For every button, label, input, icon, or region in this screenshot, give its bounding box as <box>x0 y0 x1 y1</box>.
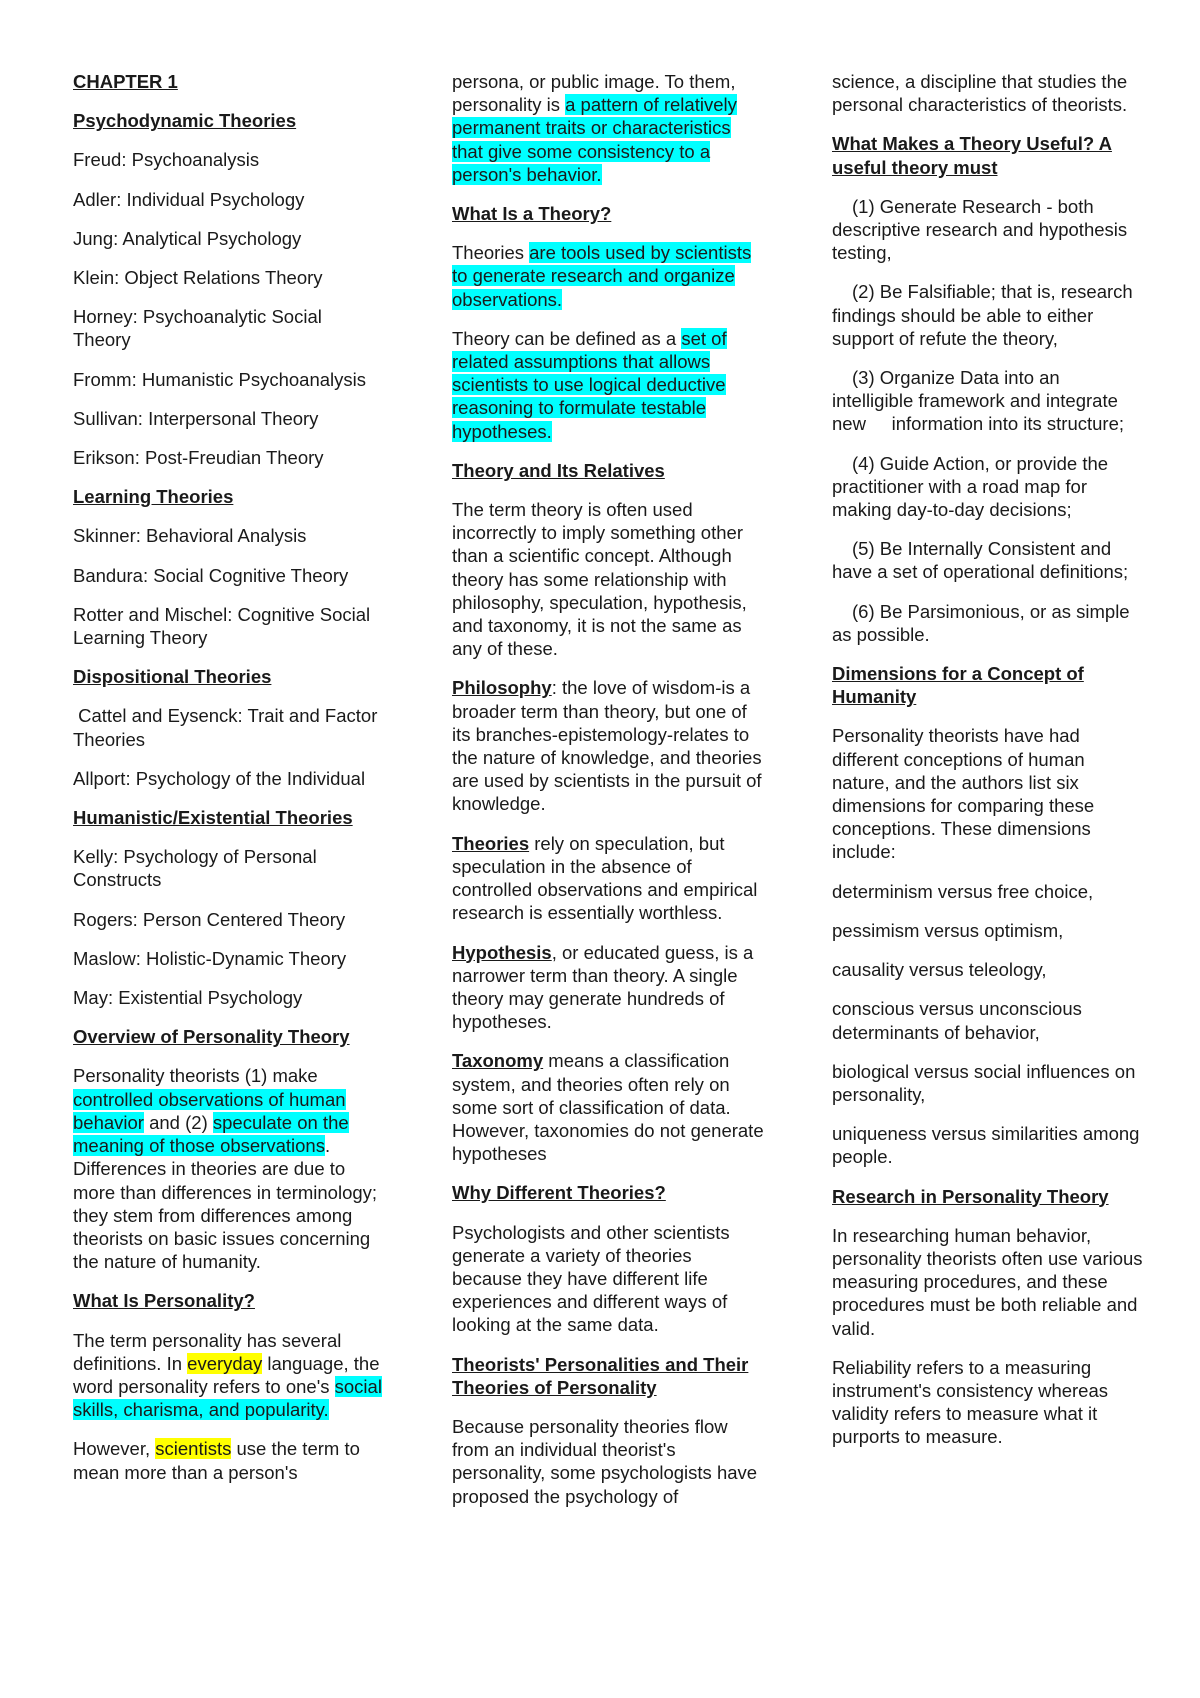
term-theories: Theories <box>452 832 530 854</box>
heading-psychodynamic: Psychodynamic Theories <box>73 110 297 132</box>
text-span: Theories <box>452 242 530 264</box>
highlight-cyan: set of related assumptions that allows scientists to use logical deductive reasoning to formulate testable hypotheses. <box>452 327 727 442</box>
list-item: Skinner: Behavioral Analysis <box>73 525 307 547</box>
list-item: Sullivan: Interpersonal Theory <box>73 407 319 429</box>
science-paragraph: science, a discipline that studies the personal characteristics of theorists. <box>832 71 1128 116</box>
list-item: Klein: Object Relations Theory <box>73 267 323 289</box>
dimension-item: biological versus social influences on personality, <box>832 1060 1136 1105</box>
hypothesis-paragraph <box>452 941 764 1034</box>
personality-paragraph <box>73 1329 383 1422</box>
theorists-paragraph: Because personality theories flow from an individual theorist's personality, some psychologists have proposed the psychology of <box>452 1415 758 1507</box>
persona-paragraph <box>452 70 764 186</box>
useful-item: (3) Organize Data into an intelligible framework and integrate new information into its structure; <box>832 367 1125 435</box>
list-item: Rogers: Person Centered Theory <box>73 908 346 930</box>
dimensions-paragraph: Personality theorists have had different conceptions of human nature, and the authors list six dimensions for comparing these conceptions. These dimensions include: <box>832 725 1095 863</box>
heading-why: Why Different Theories? <box>452 1182 666 1204</box>
text-span: : the love of wisdom-is a broader term than theory, but one of its branches-epistemology-relates to the nature of knowledge, and theories are used by scientists in the pursuit of knowledge. <box>452 677 762 815</box>
dimension-item: causality versus teleology, <box>832 959 1047 981</box>
list-item: Erikson: Post-Freudian Theory <box>73 447 324 469</box>
list-item: Kelly: Psychology of Personal Constructs <box>73 846 317 891</box>
text-span: . Differences in theories are due to more than differences in terminology; they stem from differences among theorists on basic issues concerning the nature of humanity. <box>73 1135 378 1273</box>
heading-dispositional: Dispositional Theories <box>73 666 272 688</box>
heading-learning: Learning Theories <box>73 486 234 508</box>
heading-research: Research in Personality Theory <box>832 1185 1109 1207</box>
highlight-cyan: are tools used by scientists to generate research and organize observations. <box>452 242 752 310</box>
useful-item: (5) Be Internally Consistent and have a set of operational definitions; <box>832 538 1129 583</box>
text-span: However, <box>73 1438 156 1460</box>
text-span: persona, or public image. To them, personality is <box>452 71 736 116</box>
heading-dimensions: Dimensions for a Concept of Humanity <box>832 663 1084 708</box>
dimension-item: determinism versus free choice, <box>832 880 1094 902</box>
dimension-item: pessimism versus optimism, <box>832 919 1064 941</box>
list-item <box>73 704 383 750</box>
useful-item: (2) Be Falsifiable; that is, research findings should be able to either support of refute the theory, <box>832 281 1138 349</box>
definition-paragraph <box>452 327 764 443</box>
useful-item: (6) Be Parsimonious, or as simple as possible. <box>832 600 1130 645</box>
list-item: Maslow: Holistic-Dynamic Theory <box>73 947 347 969</box>
highlight-cyan: speculate on the meaning of those observations <box>73 1111 349 1157</box>
text-span: Theory can be defined as a <box>452 327 682 349</box>
text-span: use the term to mean more than a person's <box>73 1438 360 1483</box>
text-span: language, the word personality refers to one's <box>73 1352 380 1397</box>
highlight-cyan: a pattern of relatively permanent traits or characteristics that give some consistency to a person's behavior. <box>452 94 737 185</box>
text-span: Personality theorists (1) make <box>73 1065 318 1087</box>
list-item: Bandura: Social Cognitive Theory <box>73 564 349 586</box>
column-2 <box>452 70 764 1524</box>
text-span: means a classification system, and theories often rely on some sort of classification of data. However, taxonomies do not generate hypotheses <box>452 1050 764 1165</box>
heading-theorists: Theorists' Personalities and Their Theories of Personality <box>452 1353 749 1398</box>
heading-relatives: Theory and Its Relatives <box>452 459 665 481</box>
list-item: Adler: Individual Psychology <box>73 188 305 210</box>
list-item: Jung: Analytical Psychology <box>73 227 302 249</box>
taxonomy-paragraph <box>452 1049 764 1165</box>
heading-overview: Overview of Personality Theory <box>73 1026 350 1048</box>
text-span: rely on speculation, but speculation in the absence of controlled observations and empirical research is essentially worthless. <box>452 832 758 924</box>
reliability-paragraph: Reliability refers to a measuring instrument's consistency whereas validity refers to measure what it purports to measure. <box>832 1356 1109 1448</box>
research-paragraph: In researching human behavior, personality theorists often use various measuring procedures, and these procedures must be both reliable and valid. <box>832 1224 1143 1339</box>
philosophy-paragraph <box>452 676 764 815</box>
heading-theory: What Is a Theory? <box>452 203 612 225</box>
theories-paragraph <box>452 241 764 311</box>
theories-term-paragraph <box>452 832 764 925</box>
list-item-text: Cattel and Eysenck: Trait and Factor Theories <box>73 705 378 750</box>
term-taxonomy: Taxonomy <box>452 1050 544 1072</box>
overview-paragraph <box>73 1064 383 1273</box>
highlight-cyan: controlled observations of human behavior <box>73 1088 346 1133</box>
term-philosophy: Philosophy <box>452 677 552 699</box>
list-item: Horney: Psychoanalytic Social Theory <box>73 306 322 351</box>
list-item: Fromm: Humanistic Psychoanalysis <box>73 368 366 390</box>
column-3 <box>832 70 1153 1465</box>
relatives-paragraph: The term theory is often used incorrectly to imply something other than a scientific concept. Although theory has some relationship with philosophy, speculation, hypothesis, and taxonomy, it is not the same as any of these. <box>452 499 747 660</box>
dimension-item: uniqueness versus similarities among people. <box>832 1123 1140 1168</box>
list-item: May: Existential Psychology <box>73 987 303 1009</box>
highlight-yellow: everyday <box>187 1352 263 1374</box>
however-paragraph <box>73 1437 383 1483</box>
chapter-title: CHAPTER 1 <box>73 71 178 92</box>
term-hypothesis: Hypothesis <box>452 941 552 963</box>
text-span: and (2) <box>143 1111 213 1133</box>
heading-personality: What Is Personality? <box>73 1290 255 1312</box>
text-span: The term personality has several definitions. In <box>73 1329 342 1374</box>
highlight-yellow: scientists <box>155 1438 232 1460</box>
list-item: Freud: Psychoanalysis <box>73 149 260 171</box>
column-1 <box>73 70 383 1500</box>
useful-item: (4) Guide Action, or provide the practitioner with a road map for making day-to-day decisions; <box>832 452 1109 521</box>
list-item: Rotter and Mischel: Cognitive Social Learning Theory <box>73 603 371 649</box>
list-item: Allport: Psychology of the Individual <box>73 767 366 789</box>
useful-item: (1) Generate Research - both descriptive research and hypothesis testing, <box>832 195 1153 264</box>
why-paragraph: Psychologists and other scientists generate a variety of theories because they have different life experiences and different ways of looking at the same data. <box>452 1221 730 1336</box>
dimension-item: conscious versus unconscious determinants of behavior, <box>832 998 1082 1043</box>
heading-humanistic: Humanistic/Existential Theories <box>73 807 353 829</box>
heading-useful: What Makes a Theory Useful? A useful theory must <box>832 133 1112 178</box>
highlight-cyan: social skills, charisma, and popularity. <box>73 1375 382 1421</box>
text-span: , or educated guess, is a narrower term than theory. A single theory may generate hundreds of hypotheses. <box>452 941 754 1033</box>
